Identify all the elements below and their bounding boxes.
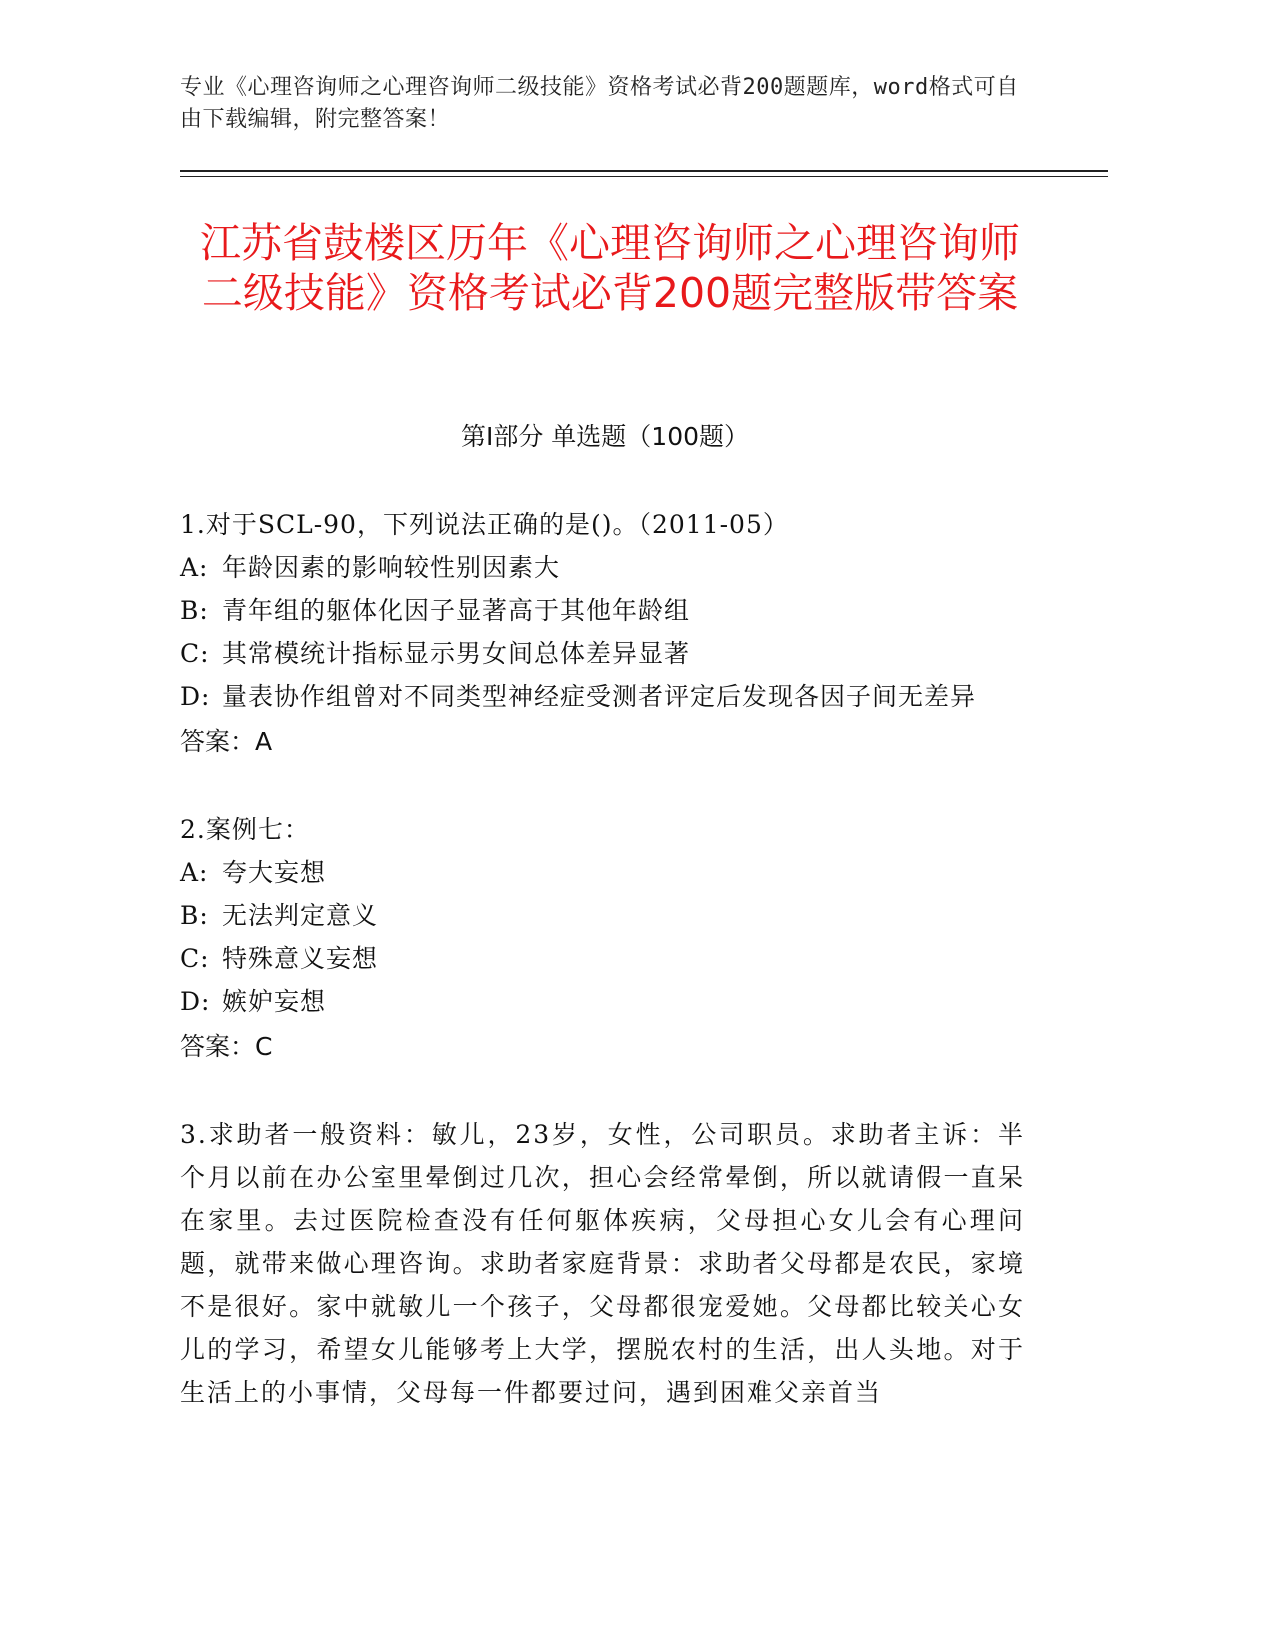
option-b <box>180 894 1030 937</box>
header-divider-thick <box>180 170 1108 172</box>
option-key: A: <box>180 858 209 887</box>
question-2 <box>180 808 1030 1068</box>
answer: 答案：A <box>180 727 273 756</box>
option-text: 其常模统计指标显示男女间总体差异显著 <box>222 639 691 668</box>
answer: 答案：C <box>180 1032 273 1061</box>
option-key: B: <box>180 901 209 930</box>
option-key: C: <box>180 639 210 668</box>
option-key: D: <box>180 987 211 1016</box>
option-text: 无法判定意义 <box>222 901 379 930</box>
option-b <box>180 589 1030 632</box>
option-text: 夸大妄想 <box>222 858 327 887</box>
option-text: 青年组的躯体化因子显著高于其他年龄组 <box>222 596 691 625</box>
document-title: 江苏省鼓楼区历年《心理咨询师之心理咨询师二级技能》资格考试必背200题完整版带答案 <box>200 219 1020 317</box>
header-note: 专业《心理咨询师之心理咨询师二级技能》资格考试必背200题题库，word格式可自由下载编辑，附完整答案！ <box>180 75 1019 132</box>
question-stem: 2.案例七： <box>180 815 310 844</box>
option-text: 量表协作组曾对不同类型神经症受测者评定后发现各因子间无差异 <box>222 682 977 711</box>
option-text: 嫉妒妄想 <box>222 987 327 1016</box>
option-a <box>180 546 1030 589</box>
question-3 <box>180 1113 1030 1414</box>
question-1 <box>180 503 1030 763</box>
option-key: B: <box>180 596 209 625</box>
question-stem: 3.求助者一般资料：敏儿，23岁，女性，公司职员。求助者主诉：半个月以前在办公室里晕倒过几次，担心会经常晕倒，所以就请假一直呆在家里。去过医院检查没有任何躯体疾病，父母担心女儿会有心理问题，就带来做心理咨询。求助者家庭背景：求助者父母都是农民，家境不是很好。家中就敏儿一个孩子，父母都很宠爱她。父母都比较关心女儿的学习，希望女儿能够考上大学，摆脱农村的生活，出人头地。对于生活上的小事情，父母每一件都要过问，遇到困难父亲首当 <box>180 1120 1025 1407</box>
option-d <box>180 980 1030 1023</box>
option-d <box>180 675 1030 718</box>
question-stem: 1.对于SCL-90，下列说法正确的是()。（2011-05） <box>180 510 789 539</box>
option-key: D: <box>180 682 211 711</box>
option-key: A: <box>180 553 209 582</box>
option-a <box>180 851 1030 894</box>
header-divider-thin <box>180 176 1108 177</box>
section-title: 第Ⅰ部分 单选题（100题） <box>460 422 750 451</box>
option-c <box>180 632 1030 675</box>
option-c <box>180 937 1030 980</box>
option-key: C: <box>180 944 210 973</box>
option-text: 特殊意义妄想 <box>222 944 379 973</box>
option-text: 年龄因素的影响较性别因素大 <box>222 553 561 582</box>
